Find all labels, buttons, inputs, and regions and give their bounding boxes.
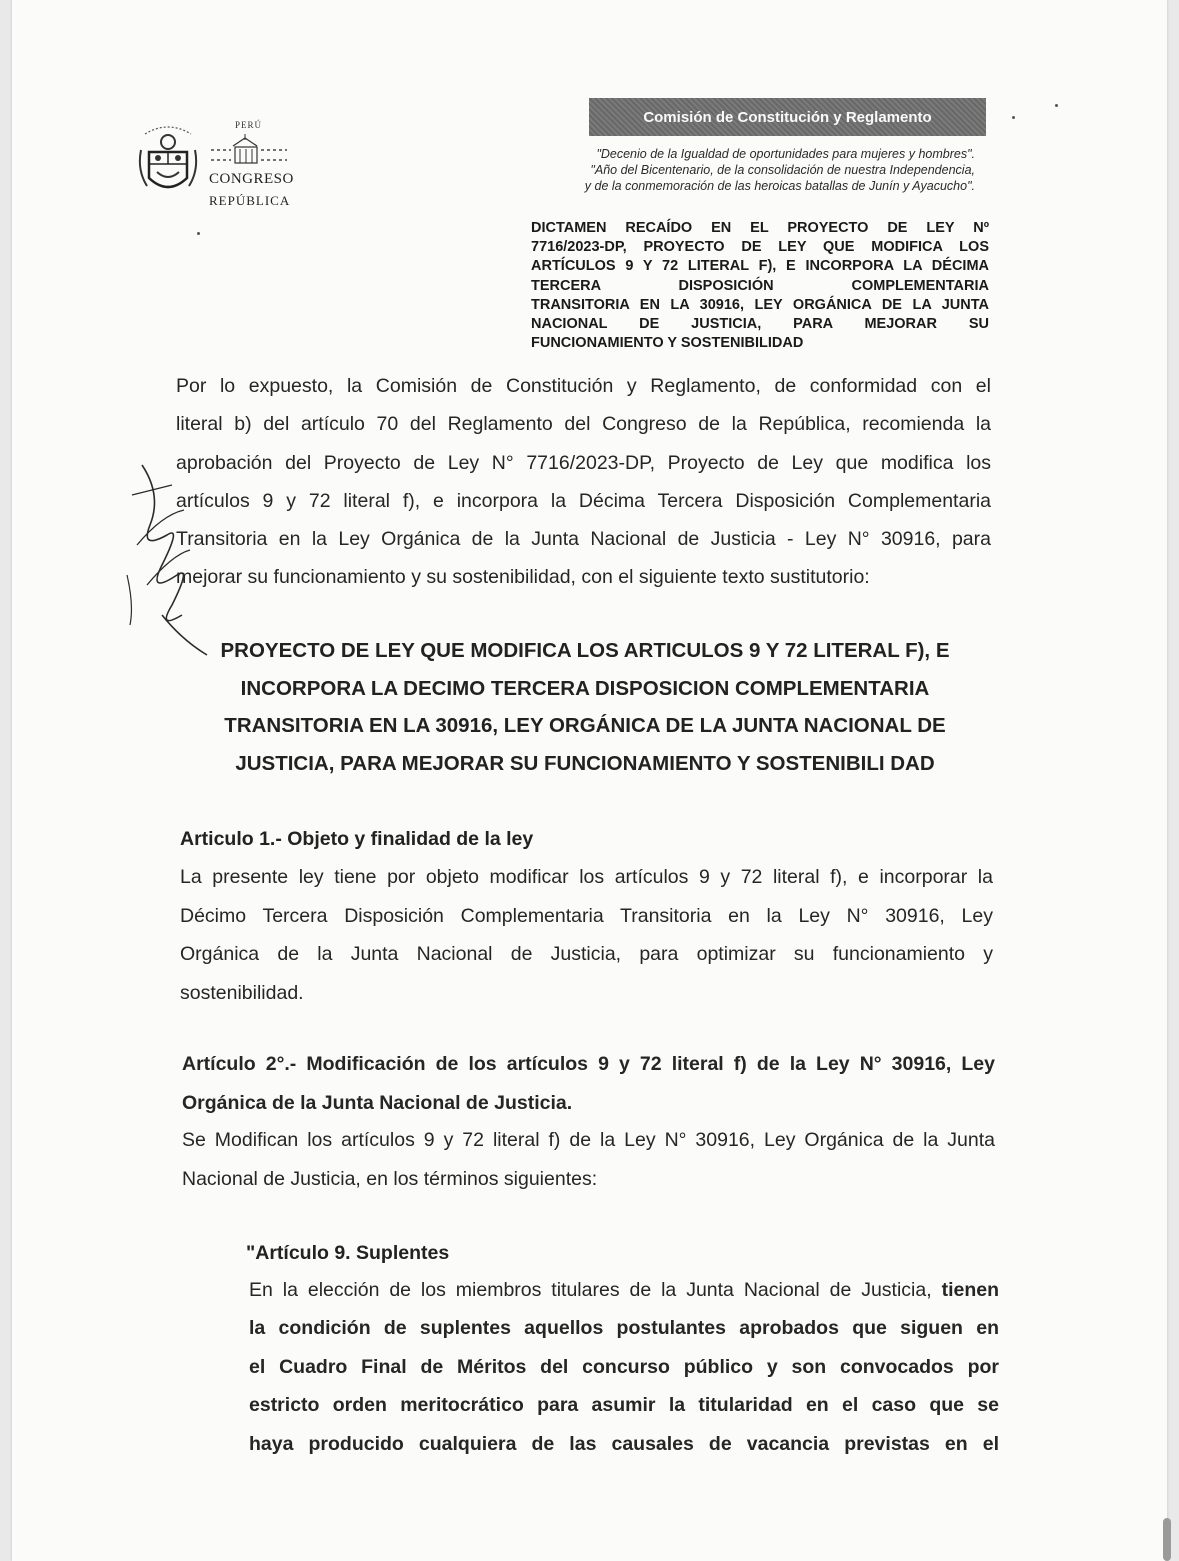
congreso-logo xyxy=(207,120,302,210)
article-1-body xyxy=(180,858,993,1012)
bill-title-line: JUSTICIA, PARA MEJORAR SU FUNCIONAMIENTO Y SOSTENIBILI DAD xyxy=(235,752,935,776)
article-2-heading-line: Orgánica de la Junta Nacional de Justicia. xyxy=(182,1091,573,1114)
dictamen-line: TERCERA DISPOSICIÓN COMPLEMENTARIA xyxy=(531,277,989,294)
congress-building-icon xyxy=(207,130,302,175)
republica-logo-word: REPÚBLICA xyxy=(209,193,291,208)
article-9-bold-line: la condición de suplentes aquellos postulantes aprobados que siguen en xyxy=(249,1317,999,1339)
article-9-bold-line: el Cuadro Final de Méritos del concurso público y son convocados por xyxy=(249,1355,999,1378)
bill-title-line: PROYECTO DE LEY QUE MODIFICA LOS ARTICULOS 9 Y 72 LITERAL F), E xyxy=(220,639,950,662)
intro-line: literal b) del artículo 70 del Reglamento del Congreso de la República, recomienda la xyxy=(176,413,991,436)
article-2-heading xyxy=(182,1045,995,1122)
scan-speck xyxy=(197,232,200,235)
article-9-bold-line: haya producido cualquiera de las causales de vacancia previstas en el xyxy=(249,1432,999,1455)
intro-line: mejorar su funcionamiento y su sostenibilidad, con el siguiente texto sustitutorio: xyxy=(176,566,870,589)
scrollbar-thumb[interactable] xyxy=(1163,1518,1171,1561)
congreso-logo-word: CONGRESO xyxy=(209,171,294,187)
intro-line: Por lo expuesto, la Comisión de Constitución y Reglamento, de conformidad con el xyxy=(176,375,991,397)
article-9-bold-line: estricto orden meritocrático para asumir la titularidad en el caso que se xyxy=(249,1394,999,1416)
dictamen-heading xyxy=(531,219,989,353)
article-2-body xyxy=(182,1121,995,1198)
article-2-heading-line: Artículo 2°.- Modificación de los artículos 9 y 72 literal f) de la Ley N° 30916, Ley xyxy=(182,1053,995,1075)
document-page xyxy=(12,0,1167,1561)
article-1-line: Décimo Tercera Disposición Complementaria Transitoria en la Ley N° 30916, Ley xyxy=(180,904,993,927)
dictamen-line: DICTAMEN RECAÍDO EN EL PROYECTO DE LEY Nº xyxy=(531,220,989,236)
article-1-line: Orgánica de la Junta Nacional de Justicia, para optimizar su funcionamiento y xyxy=(180,943,993,965)
motto-line: y de la conmemoración de las heroicas batallas de Junín y Ayacucho". xyxy=(584,179,975,193)
intro-line: artículos 9 y 72 literal f), e incorpora la Décima Tercera Disposición Complementaria xyxy=(176,489,991,512)
article-9-heading: "Artículo 9. Suplentes xyxy=(246,1242,450,1264)
motto-line: "Año del Bicentenario, de la consolidación de nuestra Independencia, xyxy=(590,163,975,177)
article-9-body xyxy=(249,1271,999,1310)
decade-motto xyxy=(505,146,975,194)
dictamen-line: TRANSITORIA EN LA 30916, LEY ORGÁNICA DE LA JUNTA xyxy=(531,296,989,313)
scan-speck xyxy=(1055,104,1058,107)
intro-paragraph xyxy=(176,367,991,597)
bill-title xyxy=(190,632,980,783)
intro-line: aprobación del Proyecto de Ley N° 7716/2023-DP, Proyecto de Ley que modifica los xyxy=(176,451,991,474)
article-2-line: Se Modifican los artículos 9 y 72 literal f) de la Ley N° 30916, Ley Orgánica de la Junta xyxy=(182,1129,995,1151)
motto-line: "Decenio de la Igualdad de oportunidades para mujeres y hombres". xyxy=(596,147,975,161)
article-1-line: La presente ley tiene por objeto modificar los artículos 9 y 72 literal f), e incorporar la xyxy=(180,866,993,888)
dictamen-line: ARTÍCULOS 9 Y 72 LITERAL F), E INCORPORA LA DÉCIMA xyxy=(531,258,989,275)
logo-block xyxy=(137,120,307,210)
article-9-bold-text: tienen xyxy=(931,1279,999,1301)
dictamen-line: NACIONAL DE JUSTICIA, PARA MEJORAR SU xyxy=(531,316,989,333)
bill-title-line: INCORPORA LA DECIMO TERCERA DISPOSICION COMPLEMENTARIA xyxy=(240,676,930,700)
dictamen-line: 7716/2023-DP, PROYECTO DE LEY QUE MODIFICA LOS xyxy=(531,239,989,256)
congreso-logo-top: PERÚ xyxy=(235,120,263,130)
article-1-heading: Articulo 1.- Objeto y finalidad de la ley xyxy=(180,828,534,850)
intro-line: Transitoria en la Ley Orgánica de la Junta Nacional de Justicia - Ley N° 30916, para xyxy=(176,528,991,551)
dictamen-line: FUNCIONAMIENTO Y SOSTENIBILIDAD xyxy=(531,335,804,352)
article-9-plain-text: En la elección de los miembros titulares de la Junta Nacional de Justicia, xyxy=(249,1279,932,1301)
article-1-line: sostenibilidad. xyxy=(180,981,304,1004)
coat-of-arms-icon xyxy=(137,120,199,200)
scan-speck xyxy=(1012,116,1015,119)
article-9-line xyxy=(249,1271,999,1310)
commission-banner: Comisión de Constitución y Reglamento xyxy=(589,98,986,136)
article-2-line: Nacional de Justicia, en los términos siguientes: xyxy=(182,1167,598,1190)
bill-title-line: TRANSITORIA EN LA 30916, LEY ORGÁNICA DE LA JUNTA NACIONAL DE xyxy=(224,714,946,738)
article-9-bold-body xyxy=(249,1309,999,1463)
